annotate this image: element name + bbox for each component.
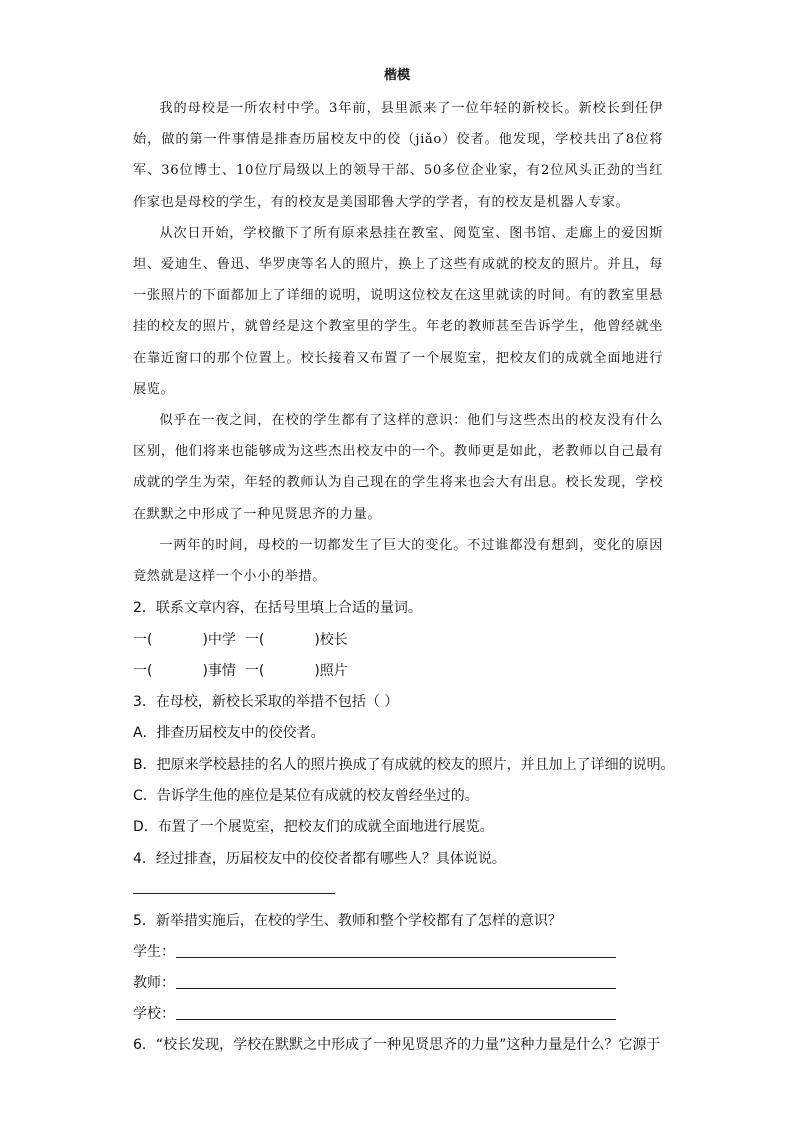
teacher-label: 教师： [133,975,175,991]
question-6-prompt: 6．“校长发现，学校在默默之中形成了一种见贤思齐的力量”这种力量是什么？它源于 [133,1037,661,1053]
measure-open-2: 一( [244,632,265,648]
measure-close-3: )事情 [202,663,236,679]
option-a[interactable]: A．排查历届校友中的佼佼者。 [133,725,325,741]
passage-paragraph-1: 我的母校是一所农村中学。3年前，县里派来了一位年轻的新校长。新校长到任伊始，做的第一件事情是排查历届校友中的佼（jiǎo）佼者。他发现，学校共出了8位将军、36位博士、10位厅局级以上的领导干部、50多位企业家，有2位风头正劲的当红作家也是母校的学生，有的校友是美国耶鲁大学的学者，有的校友是机器人专家。 [133,101,663,210]
school-answer-line[interactable] [176,1019,616,1020]
school-label: 学校： [133,1006,175,1022]
question-2-row-2 [133,660,348,680]
passage-body [133,93,663,592]
measure-open-4: 一( [244,663,265,679]
option-b[interactable]: B．把原来学校悬挂的名人的照片换成了有成就的校友的照片，并且加上了详细的说明。 [133,757,675,773]
student-label: 学生： [133,944,175,960]
question-2-prompt: 2．联系文章内容，在括号里填上合适的量词。 [133,600,422,616]
question-4-prompt: 4．经过排查，历届校友中的佼佼者都有哪些人？具体说说。 [133,851,506,867]
answer-line[interactable] [133,893,335,894]
passage-paragraph-3: 似乎在一夜之间，在校的学生都有了这样的意识：他们与这些杰出的校友没有什么区别，他们将来也能够成为这些杰出校友中的一个。教师更是如此，老教师以自己最有成就的学生为荣，年轻的教师认为自己现在的学生将来也会大有出息。校长发现，学校在默默之中形成了一种见贤思齐的力量。 [133,413,663,522]
question-2-row-1 [133,629,348,649]
measure-open-1: 一( [133,632,153,648]
passage-paragraph-4: 一两年的时间，母校的一切都发生了巨大的变化。不过谁都没有想到，变化的原因竟然就是这样一个小小的举措。 [133,537,663,585]
question-3-prompt: 3．在母校，新校长采取的举措不包括（ ） [133,694,399,710]
measure-close-1: )中学 [202,632,236,648]
student-answer-line[interactable] [176,957,616,958]
measure-close-2: )校长 [314,632,348,648]
question-5-prompt: 5．新举措实施后，在校的学生、教师和整个学校都有了怎样的意识？ [133,913,562,929]
passage-title: 楷模 [383,68,410,83]
teacher-answer-line[interactable] [176,988,616,989]
option-c[interactable]: C．告诉学生他的座位是某位有成就的校友曾经坐过的。 [133,788,479,804]
option-d[interactable]: D．布置了一个展览室，把校友们的成就全面地进行展览。 [133,819,494,835]
measure-close-4: )照片 [314,663,348,679]
measure-open-3: 一( [133,663,153,679]
passage-paragraph-2: 从次日开始，学校撤下了所有原来悬挂在教室、阅览室、图书馆、走廊上的爱因斯坦、爱迪生、鲁迅、华罗庚等名人的照片，换上了这些有成就的校友的照片。并且，每一张照片的下面都加上了详细的说明，说明这位校友在这里就读的时间。有的教室里悬挂的校友的照片，就曾经是这个教室里的学生。年老的教师甚至告诉学生，他曾经就坐在靠近窗口的那个位置上。校长接着又布置了一个展览室，把校友们的成就全面地进行展览。 [133,225,663,397]
